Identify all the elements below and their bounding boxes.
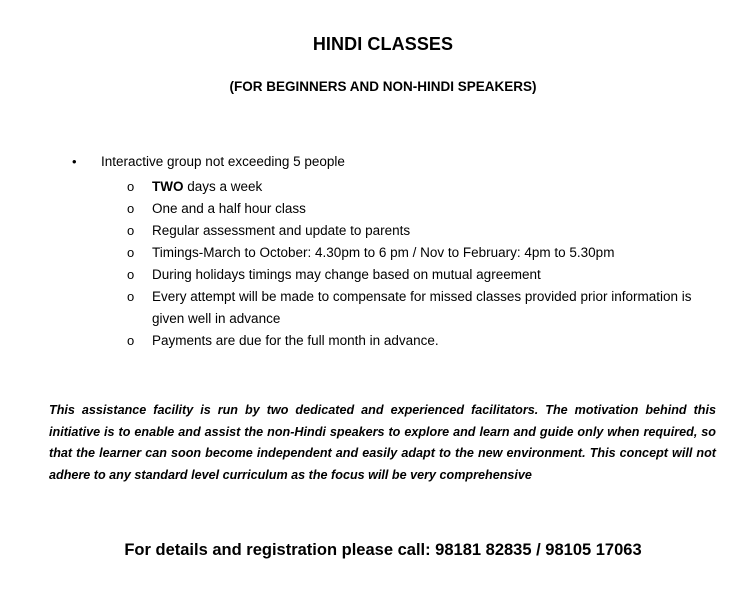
- sub-bullet-item: [127, 220, 707, 242]
- page-subtitle: (FOR BEGINNERS AND NON-HINDI SPEAKERS): [229, 79, 537, 94]
- sub-bullet-list: [127, 176, 707, 352]
- circle-bullet-icon: o: [127, 267, 135, 282]
- bullet-icon: •: [72, 154, 77, 169]
- circle-bullet-icon: o: [127, 223, 135, 238]
- contact-line: For details and registration please call: 98181 82835 / 98105 17063: [124, 541, 642, 559]
- sub-bullet-item: [127, 242, 707, 264]
- sub-bullet-text: Timings-March to October: 4.30pm to 6 pm / Nov to February: 4pm to 5.30pm: [152, 245, 615, 260]
- page-title: HINDI CLASSES: [312, 34, 454, 54]
- circle-bullet-icon: o: [127, 201, 135, 216]
- sub-bullet-text: Regular assessment and update to parents: [152, 223, 411, 238]
- sub-bullet-text: One and a half hour class: [152, 201, 306, 216]
- sub-bullet-item: [127, 264, 707, 286]
- circle-bullet-icon: o: [127, 245, 135, 260]
- sub-bullet-text: During holidays timings may change based on mutual agreement: [152, 267, 541, 282]
- emphasis-text: TWO: [152, 179, 184, 194]
- sub-bullet-text: Every attempt will be made to compensate for missed classes provided prior information is given well in advance: [152, 289, 692, 326]
- sub-bullet-item: [127, 286, 707, 330]
- sub-bullet-text-rest: days a week: [183, 179, 263, 194]
- main-bullet-text: Interactive group not exceeding 5 people: [101, 154, 345, 169]
- sub-bullet-item: [127, 330, 707, 352]
- description-paragraph: This assistance facility is run by two dedicated and experienced facilitators. The motivation behind this initiative is to enable and assist the non-Hindi speakers to explore and learn and guide only when required, so that the learner can soon become independent and easily adapt to the new environment. This concept will not adhere to any standard level curriculum as the focus will be very comprehensive: [49, 403, 716, 482]
- circle-bullet-icon: o: [127, 333, 135, 348]
- sub-bullet-text: [152, 176, 707, 198]
- sub-bullet-item: [127, 198, 707, 220]
- circle-bullet-icon: o: [127, 179, 135, 194]
- sub-bullet-item: [127, 176, 707, 198]
- sub-bullet-text: Payments are due for the full month in advance.: [152, 333, 439, 348]
- circle-bullet-icon: o: [127, 289, 135, 304]
